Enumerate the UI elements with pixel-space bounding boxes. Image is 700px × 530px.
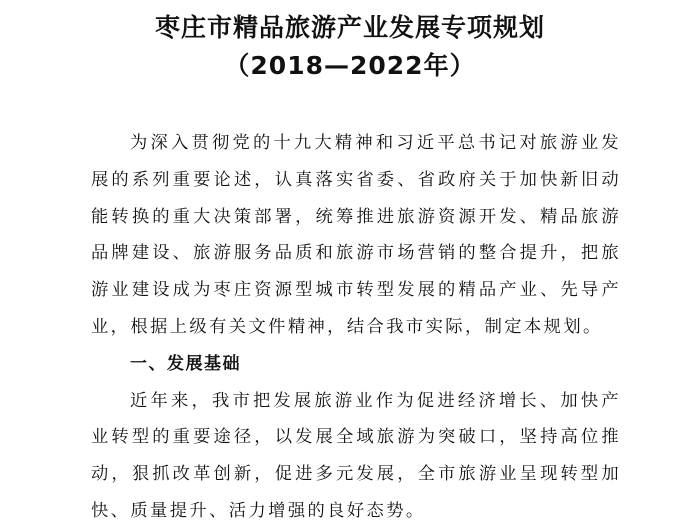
document-subtitle: （2018—2022年） <box>224 51 476 80</box>
document-body <box>91 125 621 530</box>
section-heading: 一、发展基础 <box>130 353 241 374</box>
document-title: 枣庄市精品旅游产业发展专项规划 <box>154 13 545 42</box>
intro-paragraph: 为深入贯彻党的十九大精神和习近平总书记对旅游业发展的系列重要论述，认真落实省委、省政府关于加快新旧动能转换的重大决策部署，统筹推进旅游资源开发、精品旅游品牌建设、旅游服务品质和旅游市场营销的整合提升，把旅游业建设成为枣庄资源型城市转型发展的精品产业、先导产业，根据上级有关文件精神，结合我市实际，制定本规划。 <box>91 133 621 337</box>
section-paragraph: 近年来，我市把发展旅游业作为促进经济增长、加快产业转型的重要途径，以发展全域旅游为突破口，坚持高位推动，狠抓改革创新，促进多元发展，全市旅游业呈现转型加快、质量提升、活力增强的良好态势。 <box>91 390 621 521</box>
